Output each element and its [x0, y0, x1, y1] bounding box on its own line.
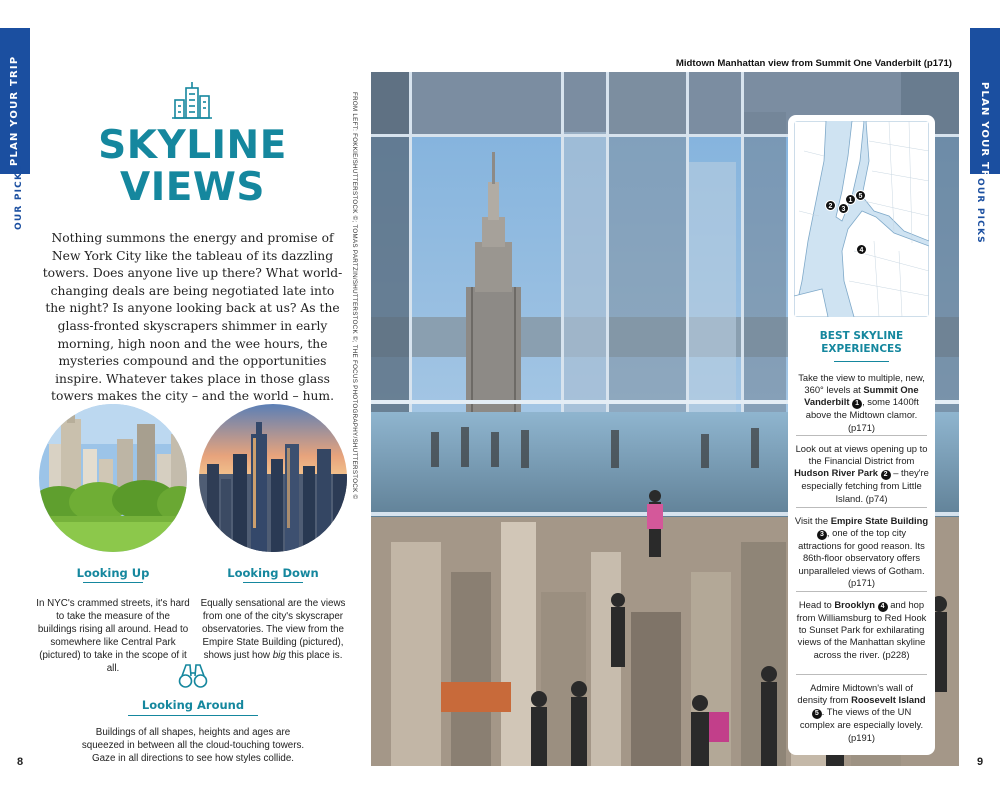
left-subsection-label: OUR PICKS — [14, 164, 24, 230]
skyscraper-icon — [172, 80, 212, 125]
experience-2 — [794, 443, 929, 505]
map-pin-3: 3 — [838, 203, 849, 214]
right-tab-label: PLAN YOUR TRIP — [979, 82, 990, 193]
map-pin-2: 2 — [825, 200, 836, 211]
experience-1-intro: Take the view to multiple, new, 360° levels at — [798, 372, 925, 396]
map-pin-4: 4 — [856, 244, 867, 255]
looking-down-rule — [243, 582, 303, 583]
experience-5 — [794, 682, 929, 744]
experience-2-name: Hudson River Park — [794, 467, 878, 479]
map-pin-1: 1 — [845, 194, 856, 205]
best-skyline-panel — [788, 115, 935, 755]
experience-4 — [794, 599, 929, 661]
experience-5-intro: Admire Midtown's wall of density from — [797, 682, 913, 706]
experience-5-number: 5 — [812, 709, 822, 719]
experience-divider — [796, 435, 927, 436]
photo-credit: FROM LEFT: FOKKIE/SHUTTERSTOCK ©; TOMAS PARTZIN/SHUTTERSTOCK ©; THE FOCUS PHOTOGRAPHY/SHUTTERSTOCK © — [351, 92, 358, 500]
intro-paragraph: Nothing summons the energy and promise of New York City like the tableau of its dazzling towers. Does anyone live up there? What world-changing deals are being negotiated late into the night? Is anyone looking back at us? As the glass-fronted skyscrapers shimmer in early morning, high noon and the wee hours, the mysteries compound and the opportunities inspire. Whatever takes place in those glass towers makes the city – and the world – hum. — [42, 231, 343, 404]
experience-5-name: Roosevelt Island — [851, 694, 926, 706]
nyc-map — [794, 121, 929, 317]
experience-1-name: Summit One Vanderbilt — [804, 384, 919, 408]
looking-up-text: In NYC's crammed streets, it's hard to take the measure of the buildings rising all around. Head to somewhere like Central Park (pictured) to take in the scope of it all. — [36, 598, 190, 674]
title-line-1: SKYLINE — [98, 123, 287, 168]
looking-around-heading: Looking Around — [141, 698, 245, 712]
experience-3-name: Empire State Building — [830, 515, 929, 526]
experience-1-detail: , some 1400ft above the Midtown clamor. (p171) — [805, 396, 919, 433]
central-park-photo — [39, 404, 187, 552]
page-number-right: 9 — [977, 756, 984, 768]
page-number-left: 8 — [17, 756, 24, 768]
title-line-2: VIEWS — [120, 165, 265, 210]
looking-up-heading: Looking Up — [76, 566, 150, 580]
experience-4-name: Brooklyn — [834, 599, 875, 610]
looking-down-heading: Looking Down — [227, 566, 319, 580]
experience-4-number: 4 — [878, 602, 888, 612]
experience-divider — [796, 591, 927, 592]
experience-3-detail: , one of the top city attractions for good reason. Its 86th-floor observatory offers unparalleled views of Gotham. (p171) — [798, 527, 925, 588]
panel-heading-rule — [834, 361, 889, 362]
looking-around-text: Buildings of all shapes, heights and ages are squeezed in between all the cloud-touching towers. Gaze in all directions to see how styles collide. — [81, 727, 305, 764]
panel-heading-line-2: EXPERIENCES — [821, 343, 902, 355]
experience-divider — [796, 507, 927, 508]
photo-caption: Midtown Manhattan view from Summit One Vanderbilt (p171) — [675, 58, 952, 69]
experience-divider — [796, 674, 927, 675]
empire-state-sunset-photo — [199, 404, 347, 552]
experience-1-number: 1 — [852, 399, 862, 409]
experience-2-number: 2 — [881, 470, 891, 480]
left-tab-label: PLAN YOUR TRIP — [9, 55, 20, 166]
experience-1 — [794, 372, 929, 434]
looking-up-rule — [83, 582, 143, 583]
experience-2-intro: Look out at views opening up to the Financial District from — [795, 443, 928, 467]
looking-down-text — [196, 597, 350, 662]
right-subsection-label: OUR PICKS — [975, 178, 985, 244]
looking-down-text-italic: big — [272, 650, 286, 661]
experience-3-number: 3 — [817, 530, 827, 540]
panel-heading-line-1: BEST SKYLINE — [819, 330, 904, 342]
binoculars-icon — [178, 662, 208, 695]
looking-down-text-part-2: this place is. — [285, 650, 343, 661]
looking-around-rule — [128, 715, 258, 716]
experience-4-intro: Head to — [798, 599, 835, 610]
map-pin-5: 5 — [855, 190, 866, 201]
experience-3 — [794, 515, 929, 589]
experience-5-detail: . The views of the UN complex are especially lovely. (p191) — [799, 706, 924, 743]
experience-2-detail: – they're especially fetching from Little Island. (p74) — [801, 467, 929, 504]
experience-4-detail: and hop from Williamsburg to Red Hook to Sunset Park for exhilarating views of the Manhattan skyline across the river. (p228) — [796, 599, 927, 660]
page-title — [40, 125, 345, 209]
panel-heading — [788, 330, 935, 356]
experience-3-intro: Visit the — [794, 515, 831, 526]
looking-down-text-part-1: Equally sensational are the views from one of the city's skyscraper observatories. The view from the Empire State Building (pictured), shows just how — [200, 598, 346, 661]
